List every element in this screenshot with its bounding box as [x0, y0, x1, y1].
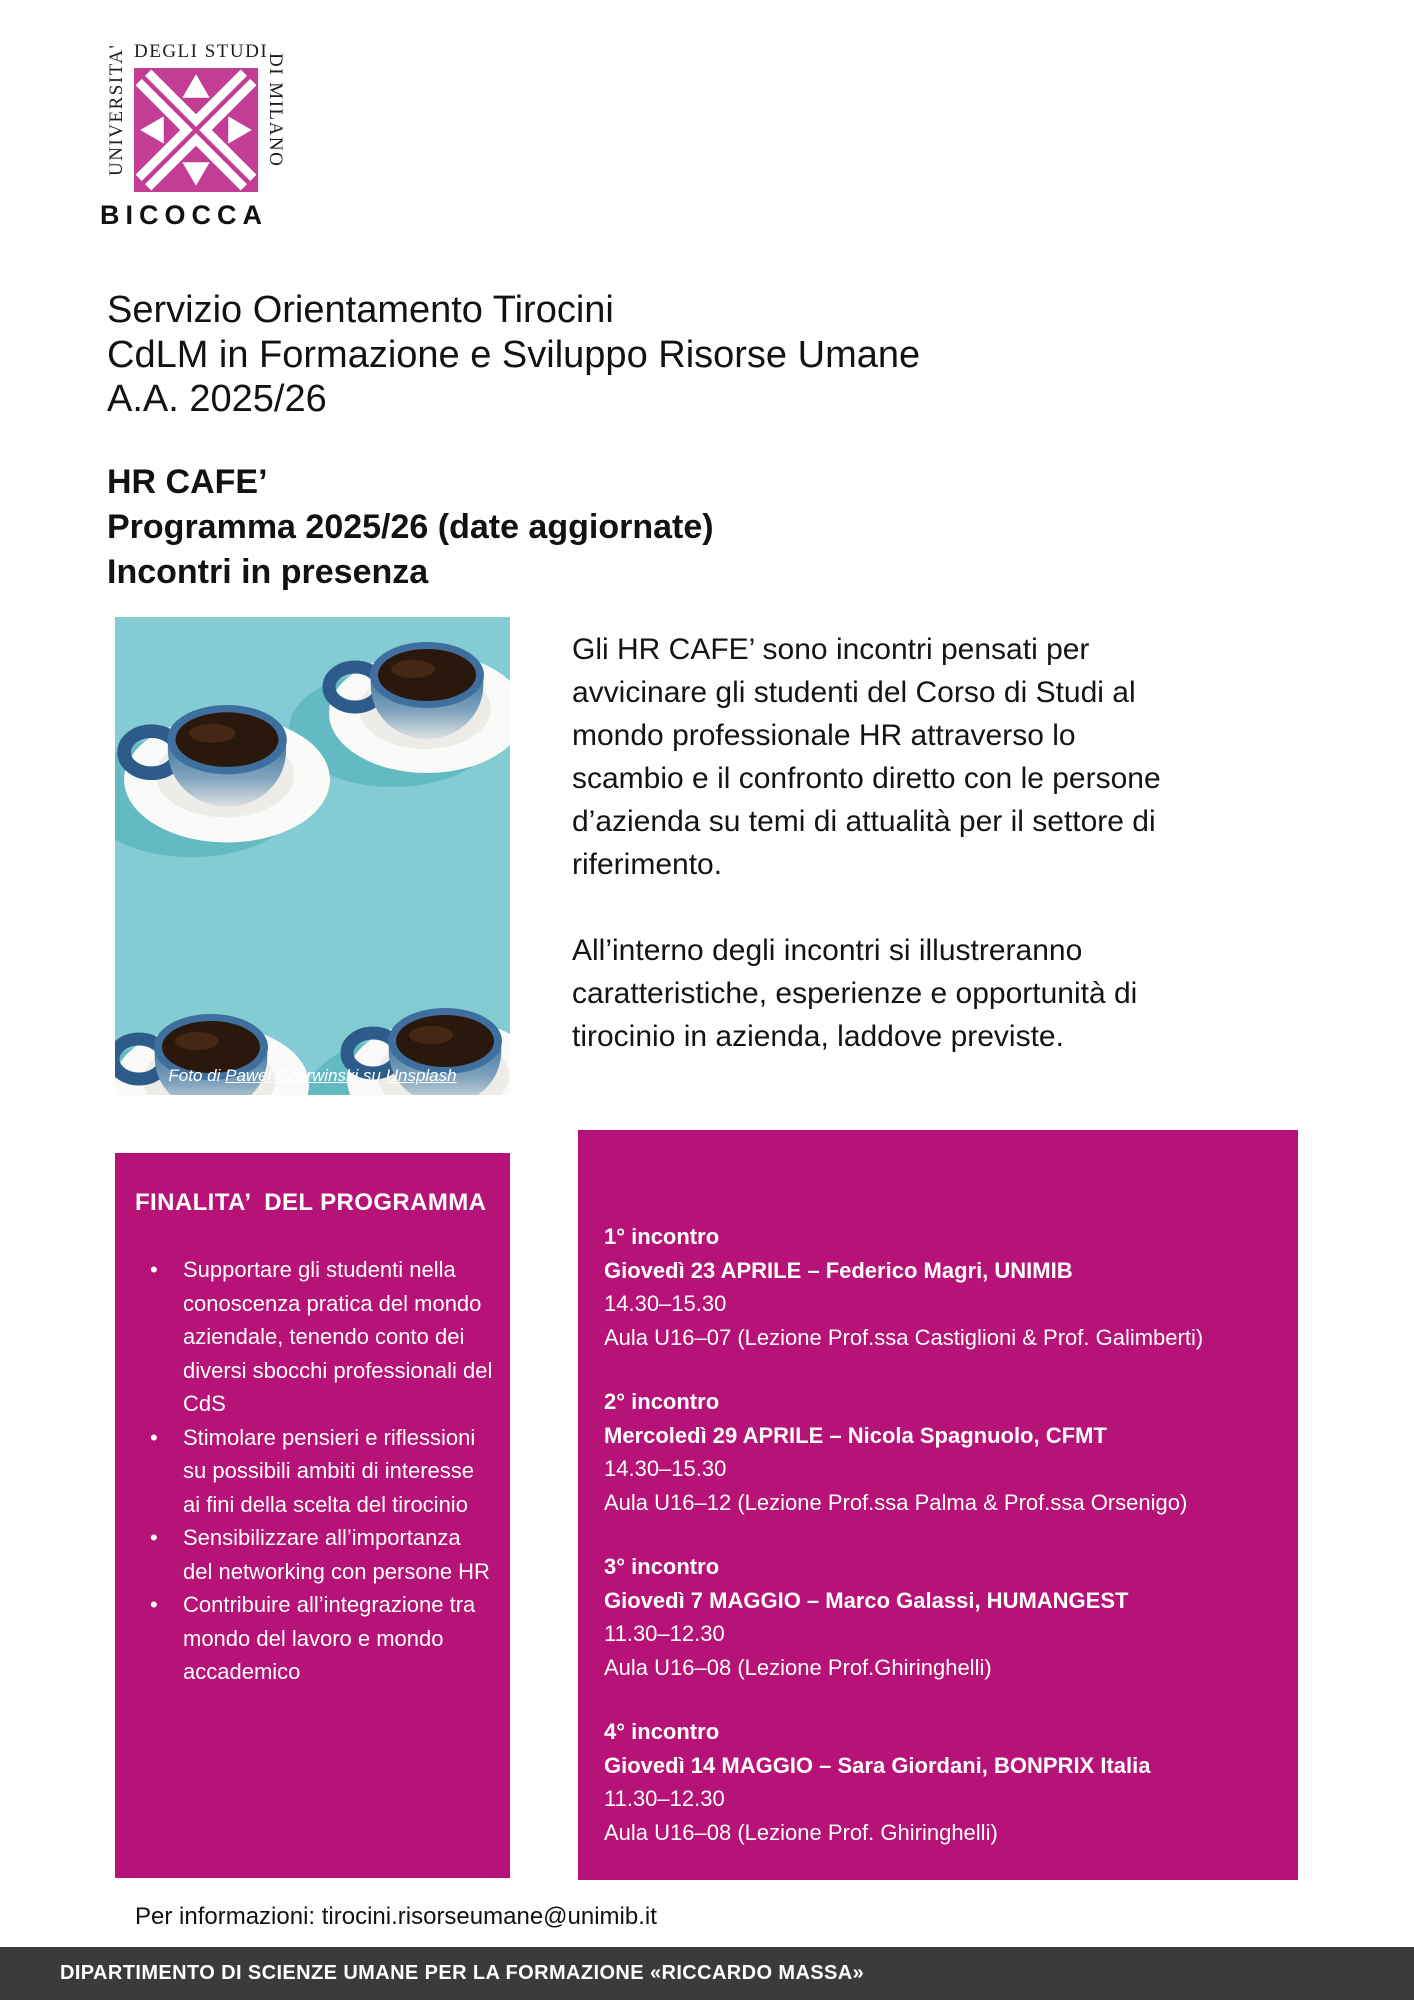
footer-department-text: DIPARTIMENTO DI SCIENZE UMANE PER LA FORMAZIONE «RICCARDO MASSA» [60, 1962, 865, 1984]
meeting-2 [604, 1385, 1268, 1519]
meeting-2-room: Aula U16–12 (Lezione Prof.ssa Palma & Prof.ssa Orsenigo) [604, 1489, 1188, 1515]
meeting-2-title: Mercoledì 29 APRILE – Nicola Spagnuolo, CFMT [604, 1422, 1107, 1448]
program-title-line-3: Incontri in presenza [107, 553, 429, 591]
intro-paragraph-1: Gli HR CAFE’ sono incontri pensati per avvicinare gli studenti del Corso di Studi al mondo professionale HR attraverso lo scambio e il confronto diretto con le persone d’azienda su temi di attualità per il settore di riferimento. [572, 633, 1161, 881]
program-box [578, 1130, 1298, 1880]
logo-text-degli-studi: DEGLI STUDI [134, 41, 269, 62]
meeting-4-number: 4° incontro [604, 1719, 720, 1744]
header-line-2: CdLM in Formazione e Sviluppo Risorse Umane [107, 333, 921, 376]
meeting-3 [604, 1550, 1268, 1684]
finalita-item-1: • Supportare gli studenti nella conoscenza pratica del mondo aziendale, tenendo conto dei diversi sbocchi professionali del CdS [183, 1253, 496, 1421]
logo-text-universita: UNIVERSITA' [106, 43, 127, 177]
meeting-1-room: Aula U16–07 (Lezione Prof.ssa Castiglioni & Prof. Galimberti) [604, 1324, 1204, 1350]
program-title-line-2: Programma 2025/26 (date aggiornate) [107, 508, 714, 546]
meeting-3-number: 3° incontro [604, 1554, 720, 1579]
finalita-item-4: • Contribuire all’integrazione tra mondo del lavoro e mondo accademico [183, 1588, 496, 1689]
meeting-4-time: 11.30–12.30 [604, 1786, 725, 1811]
photo-credit-link[interactable]: Pawel Czerwinski [225, 1066, 359, 1085]
coffee-cups-illustration [115, 617, 510, 1095]
coffee-photo [115, 617, 510, 1095]
document-header [107, 288, 920, 422]
program-title-line-1: HR CAFE’ [107, 463, 268, 501]
university-logo [100, 28, 292, 231]
contact-email[interactable]: tirocini.risorseumane@unimib.it [321, 1903, 657, 1930]
meeting-2-number: 2° incontro [604, 1389, 720, 1414]
meeting-4-title: Giovedì 14 MAGGIO – Sara Giordani, BONPRIX Italia [604, 1752, 1151, 1778]
program-title [107, 460, 714, 595]
finalita-title: FINALITA’ DEL PROGRAMMA [135, 1189, 487, 1216]
photo-source-link[interactable]: Unsplash [385, 1066, 457, 1085]
meeting-1-number: 1° incontro [604, 1224, 720, 1249]
meeting-4-room: Aula U16–08 (Lezione Prof. Ghiringhelli) [604, 1819, 998, 1845]
contact-label: Per informazioni: [135, 1903, 322, 1930]
header-line-3: A.A. 2025/26 [107, 378, 327, 420]
meeting-1-title: Giovedì 23 APRILE – Federico Magri, UNIMIB [604, 1257, 1073, 1283]
logo-text-bicocca: BICOCCA [100, 200, 268, 230]
caption-prefix: Foto di [168, 1066, 226, 1085]
meeting-2-time: 14.30–15.30 [604, 1456, 727, 1481]
meeting-1 [604, 1220, 1268, 1354]
finalita-item-3: • Sensibilizzare all’importanza del networking con persone HR [183, 1521, 496, 1588]
finalita-list [115, 1253, 496, 1689]
bicocca-sun-icon [134, 68, 258, 192]
header-line-1: Servizio Orientamento Tirocini [107, 289, 614, 331]
logo-text-di-milano: DI MILANO [265, 52, 286, 168]
contact-info [135, 1903, 657, 1931]
footer-bar [0, 1947, 1414, 2000]
meeting-3-time: 11.30–12.30 [604, 1621, 725, 1646]
finalita-item-2: • Stimolare pensieri e riflessioni su possibili ambiti di interesse ai fini della scelta del tirocinio [183, 1421, 496, 1522]
caption-middle: su [358, 1066, 386, 1085]
photo-caption [115, 1066, 510, 1086]
intro-text [572, 628, 1172, 1058]
finalita-box [115, 1153, 510, 1878]
meeting-1-time: 14.30–15.30 [604, 1291, 727, 1316]
intro-paragraph-2: All’interno degli incontri si illustreranno caratteristiche, esperienze e opportunità di tirocinio in azienda, laddove previste. [572, 934, 1138, 1053]
meeting-3-title: Giovedì 7 MAGGIO – Marco Galassi, HUMANGEST [604, 1587, 1129, 1613]
meeting-4 [604, 1715, 1268, 1849]
meeting-3-room: Aula U16–08 (Lezione Prof.Ghiringhelli) [604, 1654, 992, 1680]
